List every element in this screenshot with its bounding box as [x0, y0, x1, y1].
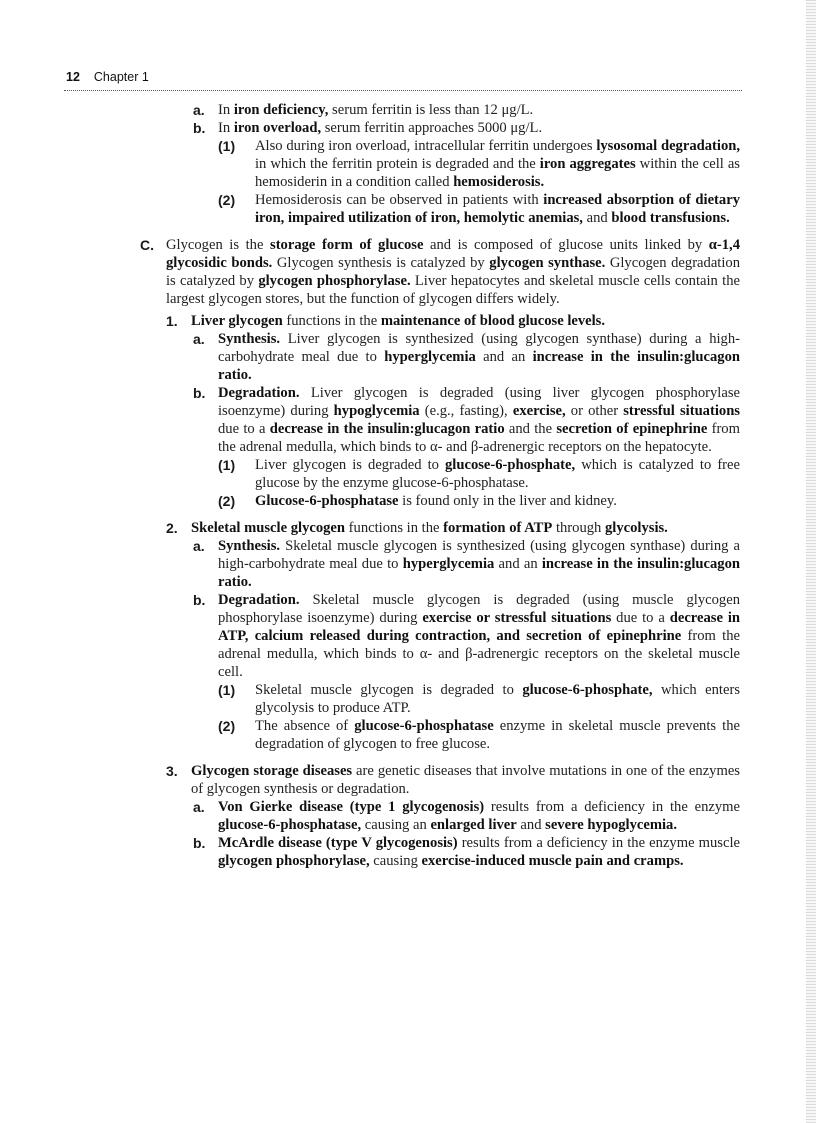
text-run: Glycogen synthesis is catalyzed by: [272, 255, 490, 271]
text-run: In: [218, 120, 234, 136]
list-item: [140, 330, 740, 384]
list-marker: 3.: [166, 763, 178, 779]
text-run: Skeletal muscle glycogen is degraded (using muscle glycogen phosphorylase isoenzyme) during: [218, 592, 740, 626]
bold-term: Skeletal muscle glycogen: [191, 520, 346, 536]
list-marker: 1.: [166, 313, 178, 329]
bold-term: glycogen phosphorylase,: [218, 853, 370, 869]
bold-term: Degradation.: [218, 592, 300, 608]
bold-term: glycogen phosphorylase.: [258, 273, 411, 289]
bold-term: severe hypoglycemia.: [545, 817, 677, 833]
text-run: Also during iron overload, intracellular ferritin undergoes: [255, 138, 597, 154]
text-run: results from a deficiency in the enzyme muscle: [457, 835, 740, 851]
list-item: [140, 384, 740, 456]
text-run: The absence of: [255, 718, 355, 734]
text-run: and is composed of glucose units linked by: [423, 237, 709, 253]
bold-term: maintenance of blood glucose levels.: [380, 313, 606, 329]
list-item: [140, 137, 740, 191]
bold-term: decrease in ATP, calcium released during contraction, and secretion of epinephrine: [218, 610, 740, 644]
list-marker: b.: [193, 592, 206, 608]
page-edge: [806, 0, 816, 1123]
bold-term: glucose-6-phosphate,: [445, 457, 576, 473]
bold-term: glucose-6-phosphate,: [522, 682, 653, 698]
header-divider: [64, 90, 742, 91]
list-marker: C.: [140, 237, 154, 253]
list-item: [140, 236, 740, 308]
bold-term: hyperglycemia: [402, 556, 495, 572]
list-marker: b.: [193, 120, 206, 136]
text-run: is found only in the liver and kidney.: [398, 493, 617, 509]
text-run: Liver glycogen is degraded to: [255, 457, 445, 473]
text-run: functions in the: [345, 520, 444, 536]
text-run: and the: [504, 421, 557, 437]
bold-term: exercise or stressful situations: [422, 610, 612, 626]
list-item: [140, 492, 740, 510]
bold-term: increase in the insulin:glucagon ratio.: [218, 556, 740, 590]
bold-term: iron aggregates: [539, 156, 636, 172]
bold-term: Degradation.: [218, 385, 300, 401]
list-item: [140, 834, 740, 870]
bold-term: Von Gierke disease (type 1 glycogenosis): [218, 799, 485, 815]
text-run: serum ferritin approaches 5000 μg/L.: [321, 120, 543, 136]
bold-term: glucose-6-phosphatase,: [218, 817, 362, 833]
list-item: [140, 312, 740, 330]
page-number: 12: [66, 70, 80, 84]
text-run: and: [582, 210, 612, 226]
list-marker: b.: [193, 385, 206, 401]
bold-term: increased absorption of dietary iron, impaired utilization of iron, hemolytic anemias,: [255, 192, 740, 226]
bold-term: formation of ATP: [443, 520, 553, 536]
bold-term: Synthesis.: [218, 538, 281, 554]
text-run: within the cell as hemosiderin in a condition called: [255, 156, 740, 190]
bold-term: iron overload,: [233, 120, 322, 136]
body-text: [140, 101, 740, 870]
bold-term: exercise,: [512, 403, 566, 419]
list-marker: (1): [218, 682, 236, 698]
bold-term: stressful situations: [623, 403, 740, 419]
list-marker: (2): [218, 192, 236, 208]
text-run: In: [218, 102, 234, 118]
text-run: or other: [565, 403, 624, 419]
bold-term: exercise-induced muscle pain and cramps.: [421, 853, 684, 869]
text-run: Liver glycogen is synthesized (using glycogen synthase) during a high-carbohydrate meal due to: [218, 331, 740, 365]
bold-term: glycogen synthase.: [489, 255, 606, 271]
text-run: Skeletal muscle glycogen is degraded to: [255, 682, 523, 698]
bold-term: glycolysis.: [605, 520, 668, 536]
bold-term: iron deficiency,: [233, 102, 329, 118]
bold-term: glucose-6-phosphatase: [354, 718, 494, 734]
list-item: [140, 537, 740, 591]
bold-term: α-1,4 glycosidic bonds.: [166, 237, 740, 271]
list-item: [140, 119, 740, 137]
text-run: (e.g., fasting),: [419, 403, 513, 419]
text-run: Hemosiderosis can be observed in patients with: [255, 192, 544, 208]
list-item: [140, 717, 740, 753]
bold-term: Glycogen storage diseases: [191, 763, 353, 779]
text-run: Liver glycogen is degraded (using liver glycogen phosphorylase isoenzyme) during: [218, 385, 740, 419]
list-marker: a.: [193, 538, 205, 554]
text-run: and: [516, 817, 546, 833]
text-run: Glycogen degradation is catalyzed by: [166, 255, 741, 289]
text-run: through: [552, 520, 605, 536]
bold-term: increase in the insulin:glucagon ratio.: [218, 349, 740, 383]
text-run: and an: [494, 556, 542, 572]
text-run: from the adrenal medulla, which binds to α- and β-adrenergic receptors on the hepatocyte.: [218, 421, 740, 455]
list-item: [140, 681, 740, 717]
bold-term: lysosomal degradation,: [596, 138, 741, 154]
running-header: [66, 70, 742, 84]
bold-term: enlarged liver: [430, 817, 517, 833]
chapter-label: Chapter 1: [93, 70, 149, 84]
bold-term: hypoglycemia: [333, 403, 420, 419]
text-run: in which the ferritin protein is degraded and the: [255, 156, 540, 172]
text-run: enzyme in skeletal muscle prevents the degradation of glycogen to free glucose.: [255, 718, 740, 752]
list-item: [140, 519, 740, 537]
bold-term: hyperglycemia: [384, 349, 476, 365]
list-marker: (1): [218, 457, 236, 473]
text-run: and an: [475, 349, 533, 365]
list-item: [140, 101, 740, 119]
text-run: results from a deficiency in the enzyme: [484, 799, 740, 815]
list-marker: (1): [218, 138, 236, 154]
list-item: [140, 456, 740, 492]
list-marker: a.: [193, 799, 205, 815]
text-run: Liver hepatocytes and skeletal muscle cells contain the largest glycogen stores, but the function of glycogen differs widely.: [166, 273, 740, 307]
text-run: which is catalyzed to free glucose by the enzyme glucose-6-phosphatase.: [255, 457, 740, 491]
text-run: from the adrenal medulla, which binds to α- and β-adrenergic receptors on the skeletal muscle cell.: [218, 628, 741, 680]
bold-term: blood transfusions.: [611, 210, 730, 226]
text-run: causing: [369, 853, 422, 869]
text-run: functions in the: [282, 313, 381, 329]
bold-term: McArdle disease (type V glycogenosis): [218, 835, 458, 851]
list-item: [140, 591, 740, 681]
bold-term: storage form of glucose: [270, 237, 424, 253]
text-run: causing an: [361, 817, 431, 833]
text-run: which enters glycolysis to produce ATP.: [255, 682, 740, 716]
bold-term: decrease in the insulin:glucagon ratio: [269, 421, 505, 437]
bold-term: Liver glycogen: [191, 313, 283, 329]
list-marker: (2): [218, 493, 236, 509]
text-run: due to a: [611, 610, 670, 626]
text-run: Glycogen is the: [166, 237, 271, 253]
list-marker: a.: [193, 102, 205, 118]
bold-term: Glucose-6-phosphatase: [255, 493, 399, 509]
bold-term: hemosiderosis.: [453, 174, 545, 190]
list-marker: a.: [193, 331, 205, 347]
list-marker: 2.: [166, 520, 178, 536]
text-run: serum ferritin is less than 12 μg/L.: [328, 102, 534, 118]
bold-term: Synthesis.: [218, 331, 281, 347]
list-item: [140, 798, 740, 834]
bold-term: secretion of epinephrine: [556, 421, 708, 437]
list-item: [140, 191, 740, 227]
list-marker: b.: [193, 835, 206, 851]
list-item: [140, 762, 740, 798]
text-run: Skeletal muscle glycogen is synthesized (using glycogen synthase) during a high-carbohydrate meal due to: [218, 538, 740, 572]
list-marker: (2): [218, 718, 236, 734]
text-run: are genetic diseases that involve mutations in one of the enzymes of glycogen synthesis or degradation.: [191, 763, 740, 797]
text-run: due to a: [218, 421, 270, 437]
